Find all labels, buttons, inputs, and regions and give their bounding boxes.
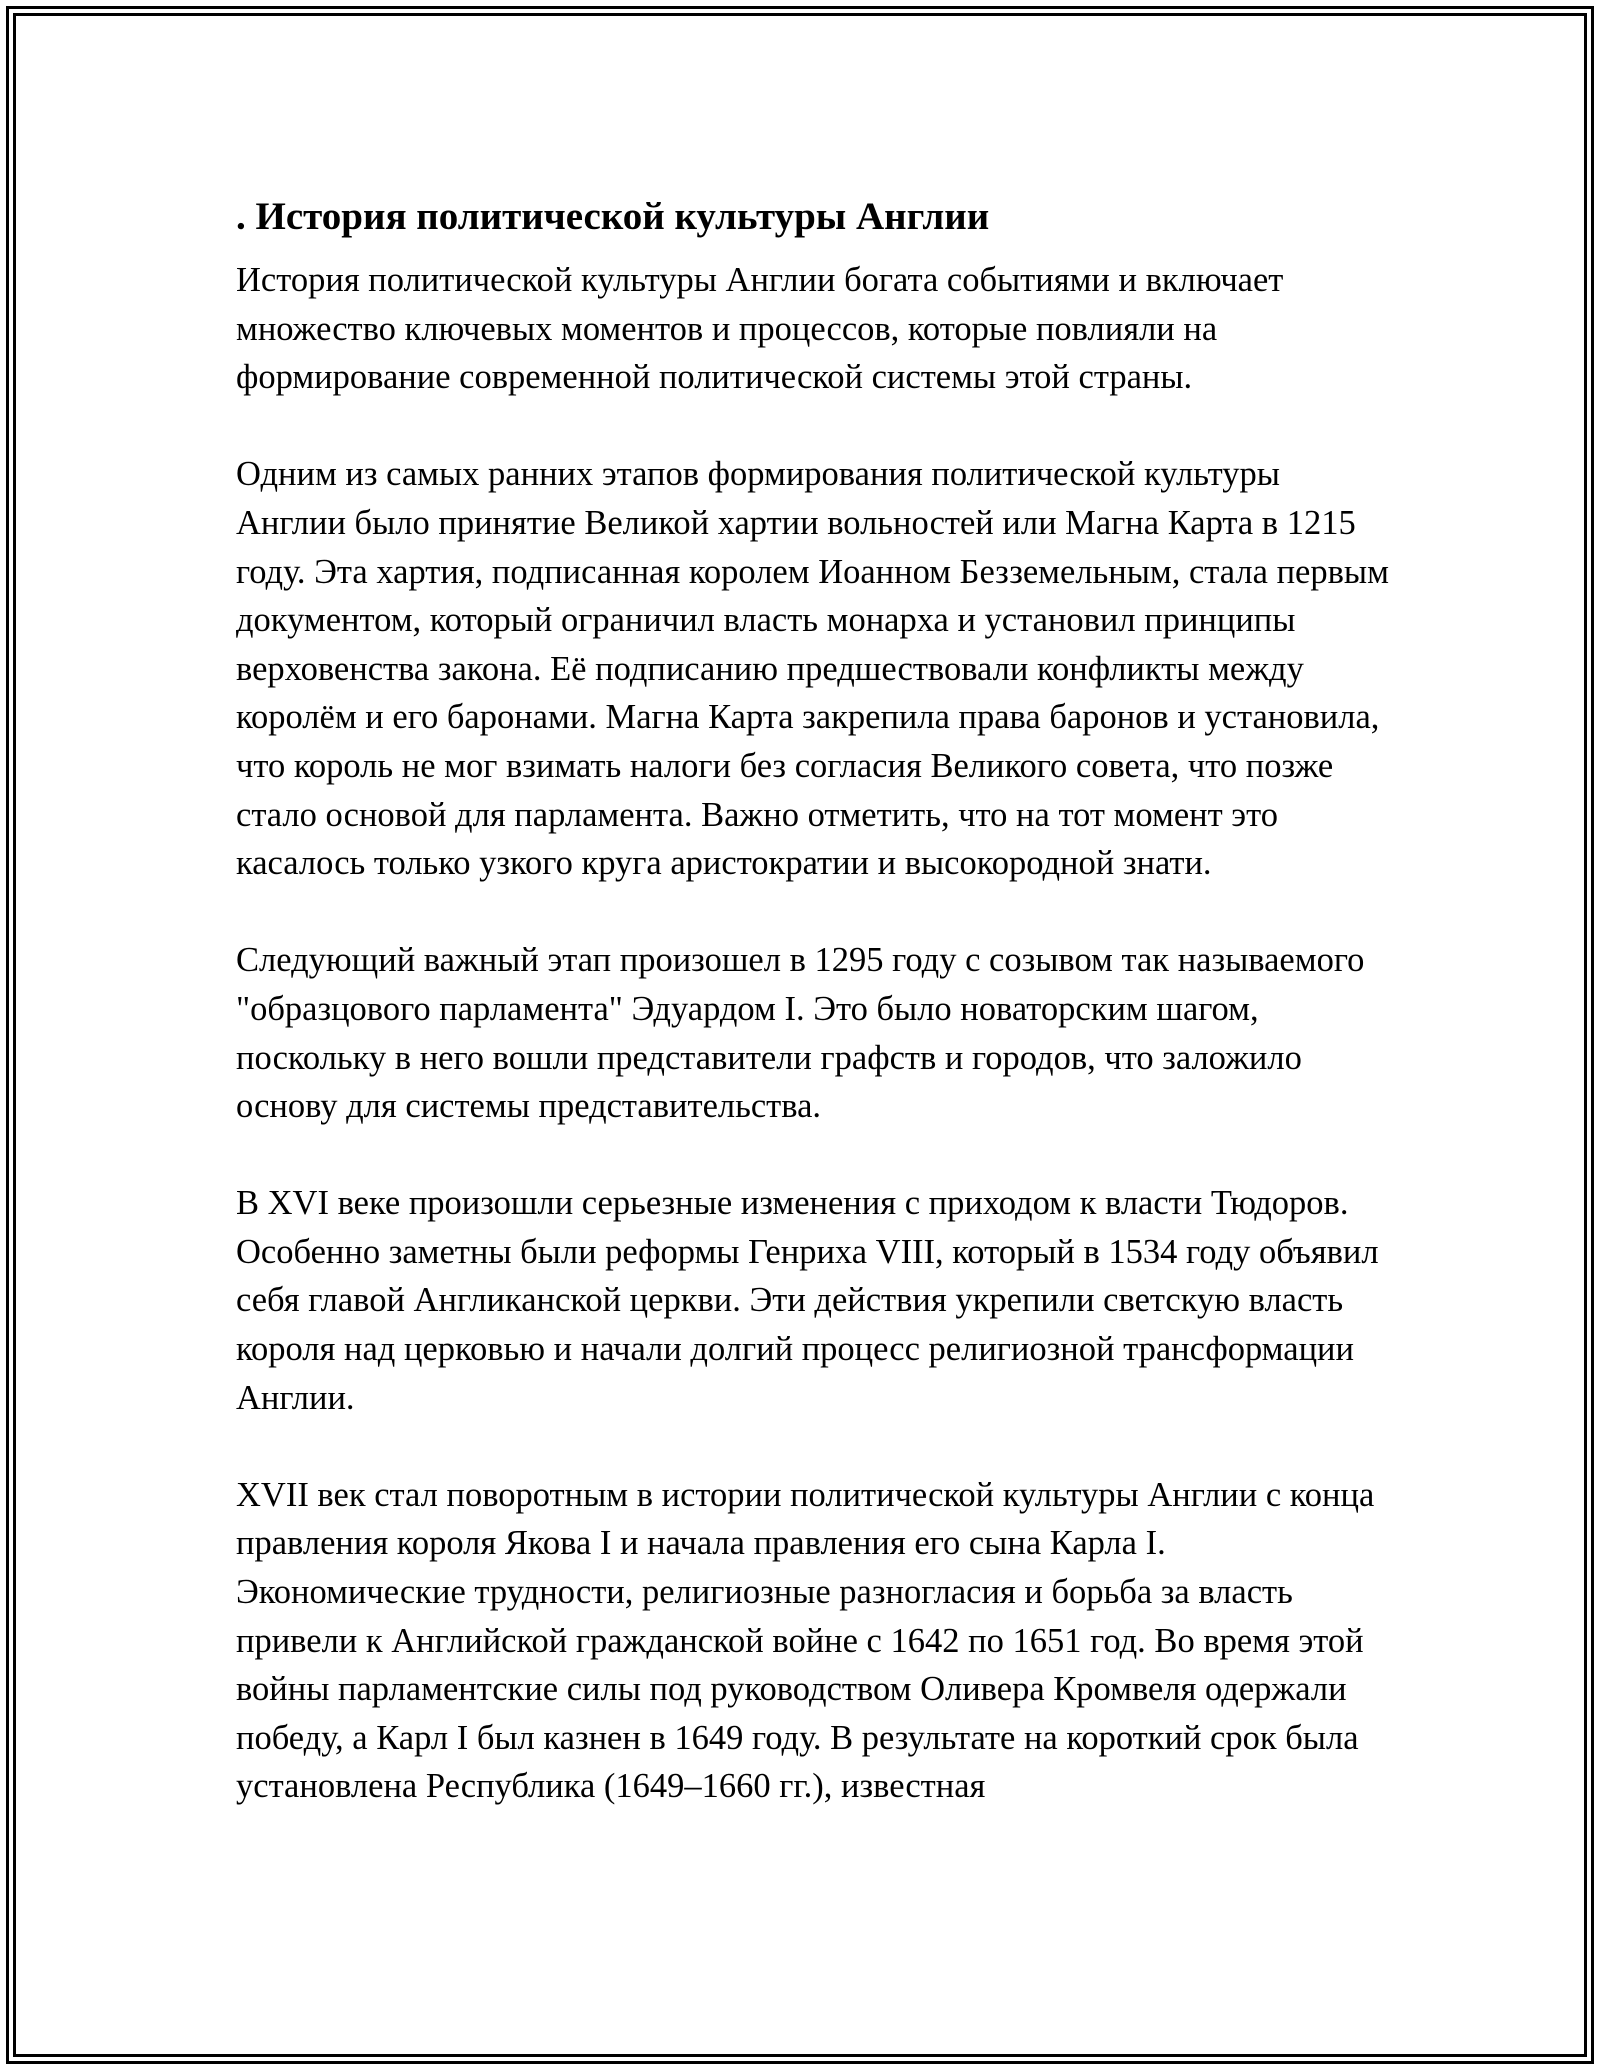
- document-body: [236, 188, 1396, 1811]
- paragraph-seventeenth-century: XVII век стал поворотным в истории политической культуры Англии с конца правления короля Якова I и начала правления его сына Карла I. Экономические трудности, религиозные разногласия и борьба за власть привели к Английской гражданской войне с 1642 по 1651 год. Во время этой войны парламентские силы под руководством Оливера Кромвеля одержали победу, а Карл I был казнен в 1649 году. В результате на короткий срок была установлена Республика (1649–1660 гг.), известная: [236, 1475, 1375, 1806]
- paragraph-intro: История политической культуры Англии богата событиями и включает множество ключевых моментов и процессов, которые повлияли на формирование современной политической системы этой страны.: [236, 261, 1284, 397]
- paragraph-model-parliament: Следующий важный этап произошел в 1295 году с созывом так называемого "образцового парламента" Эдуардом I. Это было новаторским шагом, поскольку в него вошли представители графств и городов, что заложило основу для системы представительства.: [236, 941, 1365, 1126]
- paragraph-magna-carta: Одним из самых ранних этапов формирования политической культуры Англии было принятие Великой хартии вольностей или Магна Карта в 1215 году. Эта хартия, подписанная королем Иоанном Безземельным, стала первым документом, который ограничил власть монарха и установил принципы верховенства закона. Её подписанию предшествовали конфликты между королём и его баронами. Магна Карта закрепила права баронов и установила, что король не мог взимать налоги без согласия Великого совета, что позже стало основой для парламента. Важно отметить, что на тот момент это касалось только узкого круга аристократии и высокородной знати.: [236, 455, 1389, 883]
- section-heading: . История политической культуры Англии: [236, 195, 990, 238]
- paragraph-tudors: В XVI веке произошли серьезные изменения с приходом к власти Тюдоров. Особенно заметны были реформы Генриха VIII, который в 1534 году объявил себя главой Англиканской церкви. Эти действия укрепили светскую власть короля над церковью и начали долгий процесс религиозной трансформации Англии.: [236, 1184, 1379, 1417]
